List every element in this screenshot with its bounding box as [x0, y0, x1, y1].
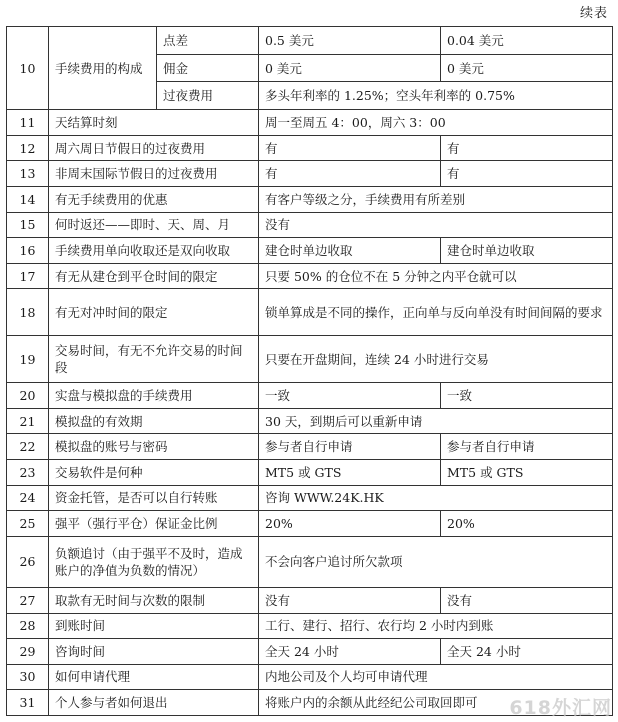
row-number: 25: [7, 511, 49, 537]
table-row: [7, 289, 613, 336]
row-number: 26: [7, 536, 49, 587]
row-number: 17: [7, 263, 49, 289]
sub-item-label: 过夜费用: [157, 82, 259, 110]
row-number: 28: [7, 613, 49, 639]
row-number: 21: [7, 408, 49, 434]
value-merged: 内地公司及个人均可申请代理: [259, 664, 613, 690]
row-item: 手续费用单向收取还是双向收取: [49, 238, 259, 264]
row-number: 19: [7, 336, 49, 383]
value-col-b: 参与者自行申请: [441, 434, 613, 460]
table-row: [7, 613, 613, 639]
value-merged: 不会向客户追讨所欠款项: [259, 536, 613, 587]
value-col-b: 全天 24 小时: [441, 639, 613, 665]
value-merged: 有客户等级之分，手续费用有所差别: [259, 186, 613, 212]
value-col-a: 一致: [259, 383, 441, 409]
row-number: 11: [7, 110, 49, 136]
table-row: [7, 511, 613, 537]
value-col-a: 有: [259, 161, 441, 187]
row-item: 到账时间: [49, 613, 259, 639]
row-item: 强平（强行平仓）保证金比例: [49, 511, 259, 537]
value-col-a: MT5 或 GTS: [259, 459, 441, 485]
value-col-b: 一致: [441, 383, 613, 409]
watermark-logo: 618外汇网: [509, 697, 612, 719]
row-item: 交易时间，有无不允许交易的时间段: [49, 336, 259, 383]
value-col-b: 建仓时单边收取: [441, 238, 613, 264]
row-item: 模拟盘的有效期: [49, 408, 259, 434]
row-item: 资金托管，是否可以自行转账: [49, 485, 259, 511]
value-col-a: 0.5 美元: [259, 27, 441, 55]
table-row: [7, 135, 613, 161]
row-number: 14: [7, 186, 49, 212]
row-item: 模拟盘的账号与密码: [49, 434, 259, 460]
table-row: [7, 459, 613, 485]
row-number: 27: [7, 587, 49, 613]
table-continued-caption: 续表: [579, 6, 608, 21]
value-merged: 锁单算成是不同的操作，正向单与反向单没有时间间隔的要求: [259, 289, 613, 336]
row-number: 13: [7, 161, 49, 187]
table-row: [7, 238, 613, 264]
row-item: 交易软件是何种: [49, 459, 259, 485]
value-merged: 30 天，到期后可以重新申请: [259, 408, 613, 434]
row-item: 何时返还——即时、天、周、月: [49, 212, 259, 238]
row-item: 负额追讨（由于强平不及时，造成账户的净值为负数的情况）: [49, 536, 259, 587]
value-merged: 没有: [259, 212, 613, 238]
row-number: 23: [7, 459, 49, 485]
row-item: 手续费用的构成: [49, 27, 157, 110]
value-col-a: 全天 24 小时: [259, 639, 441, 665]
value-col-a: 建仓时单边收取: [259, 238, 441, 264]
fee-table: [6, 26, 613, 716]
row-number: 31: [7, 690, 49, 716]
row-number: 29: [7, 639, 49, 665]
row-number: 15: [7, 212, 49, 238]
row-number: 18: [7, 289, 49, 336]
table-row: [7, 383, 613, 409]
table-row: [7, 161, 613, 187]
row-item: 个人参与者如何退出: [49, 690, 259, 716]
row-item: 天结算时刻: [49, 110, 259, 136]
row-item: 有无手续费用的优惠: [49, 186, 259, 212]
row-number: 30: [7, 664, 49, 690]
value-merged: 多头年利率的 1.25%；空头年利率的 0.75%: [259, 82, 613, 110]
row-number: 10: [7, 27, 49, 110]
sub-item-label: 佣金: [157, 54, 259, 82]
row-item: 有无从建仓到平仓时间的限定: [49, 263, 259, 289]
value-col-a: 有: [259, 135, 441, 161]
row-number: 20: [7, 383, 49, 409]
table-row: [7, 434, 613, 460]
table-row: [7, 485, 613, 511]
table-row: [7, 536, 613, 587]
table-row: [7, 336, 613, 383]
row-item: 周六周日节假日的过夜费用: [49, 135, 259, 161]
value-col-b: MT5 或 GTS: [441, 459, 613, 485]
row-item: 取款有无时间与次数的限制: [49, 587, 259, 613]
value-merged: 只要 50% 的仓位不在 5 分钟之内平仓就可以: [259, 263, 613, 289]
row-number: 22: [7, 434, 49, 460]
table-row: [7, 263, 613, 289]
row-number: 24: [7, 485, 49, 511]
value-col-a: 0 美元: [259, 54, 441, 82]
row-item: 非周末国际节假日的过夜费用: [49, 161, 259, 187]
table-row: [7, 27, 613, 55]
value-merged: 只要在开盘期间，连续 24 小时进行交易: [259, 336, 613, 383]
value-merged: 咨询 WWW.24K.HK: [259, 485, 613, 511]
row-item: 实盘与模拟盘的手续费用: [49, 383, 259, 409]
value-merged: 将账户内的余额从此经纪公司取回即可: [259, 690, 613, 716]
table-row: [7, 664, 613, 690]
table-row: [7, 408, 613, 434]
value-col-b: 有: [441, 161, 613, 187]
row-number: 16: [7, 238, 49, 264]
table-row: [7, 110, 613, 136]
row-number: 12: [7, 135, 49, 161]
row-item: 如何申请代理: [49, 664, 259, 690]
value-col-a: 参与者自行申请: [259, 434, 441, 460]
value-col-b: 0 美元: [441, 54, 613, 82]
table-row: [7, 186, 613, 212]
row-item: 咨询时间: [49, 639, 259, 665]
value-col-a: 没有: [259, 587, 441, 613]
sub-item-label: 点差: [157, 27, 259, 55]
value-col-b: 有: [441, 135, 613, 161]
row-item: 有无对冲时间的限定: [49, 289, 259, 336]
value-col-a: 20%: [259, 511, 441, 537]
table-row: [7, 587, 613, 613]
value-merged: 周一至周五 4：00，周六 3：00: [259, 110, 613, 136]
table-row: [7, 212, 613, 238]
value-col-b: 20%: [441, 511, 613, 537]
value-col-b: 没有: [441, 587, 613, 613]
value-merged: 工行、建行、招行、农行均 2 小时内到账: [259, 613, 613, 639]
table-row: [7, 639, 613, 665]
value-col-b: 0.04 美元: [441, 27, 613, 55]
